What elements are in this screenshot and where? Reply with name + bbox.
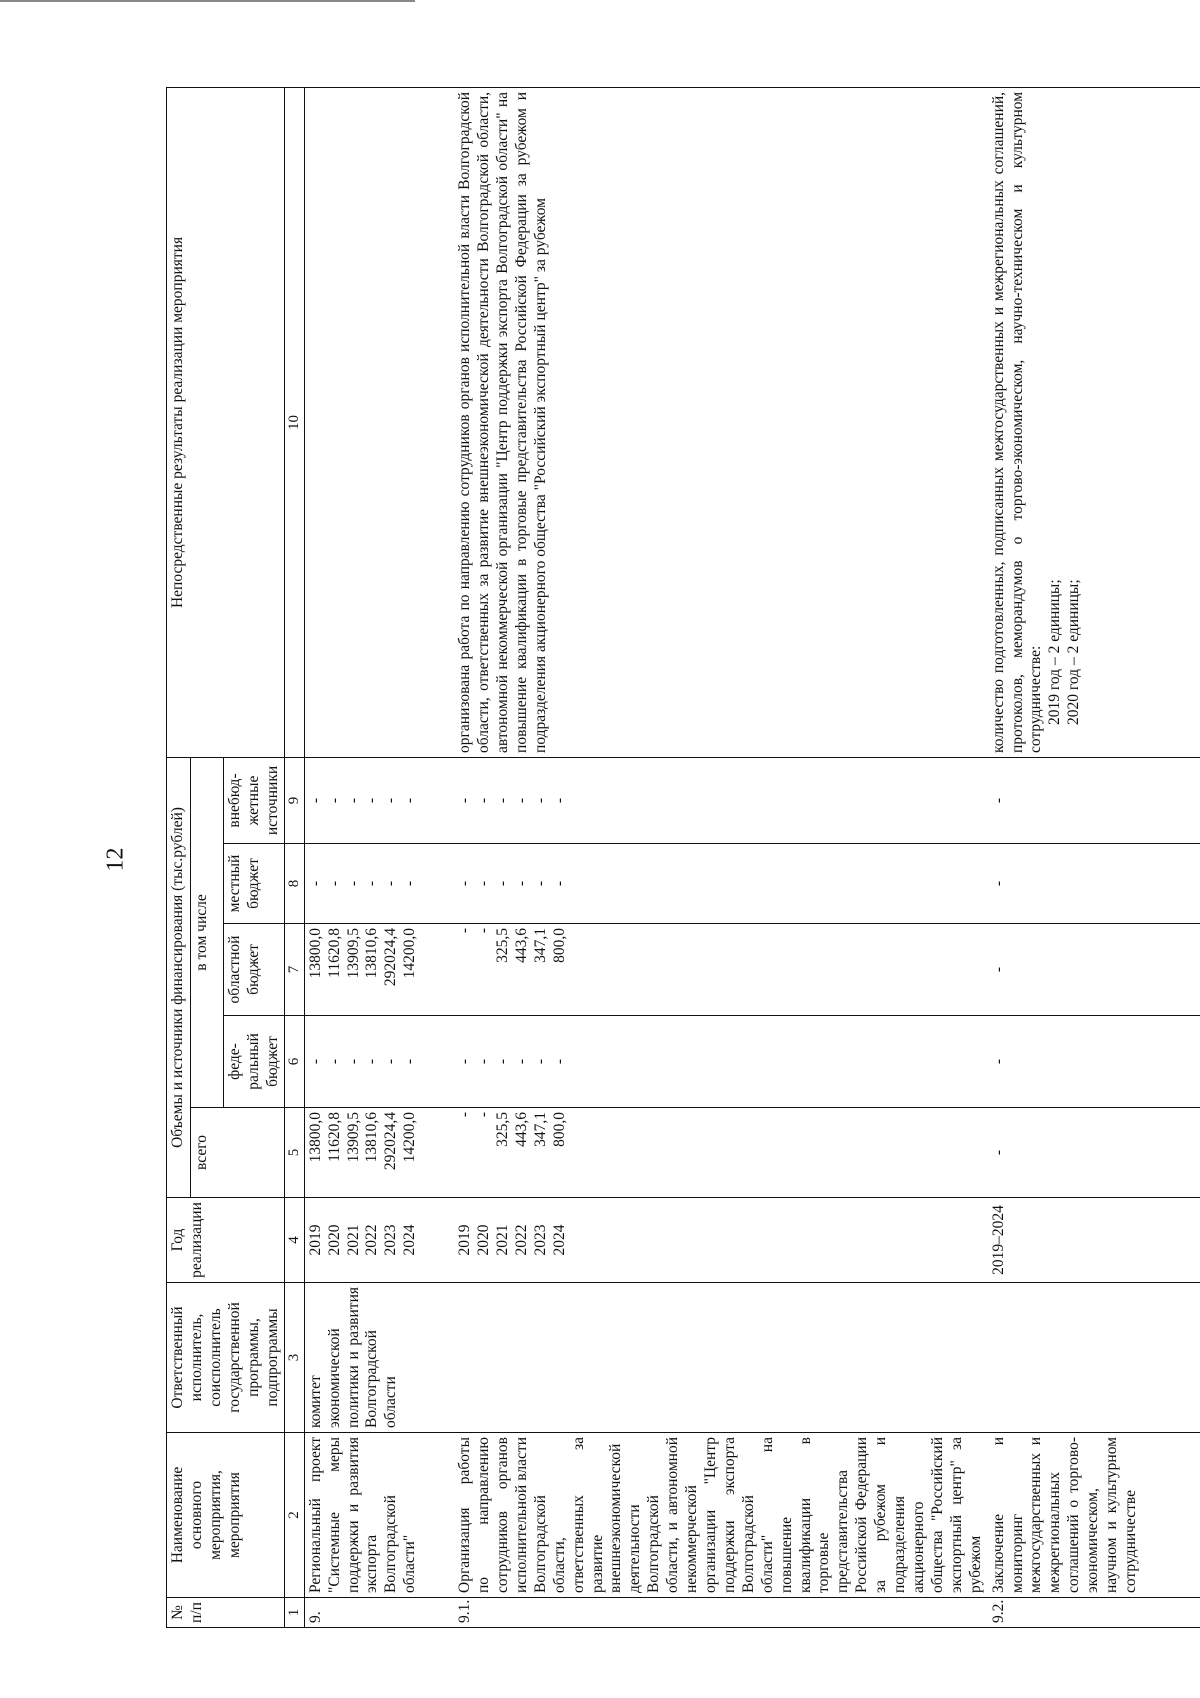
- col-header-name: Наименование основного мероприятия, мероприятия: [167, 1433, 285, 1598]
- row-years: 2019 2020 2021 2022 2023 2024: [304, 1198, 454, 1283]
- col-num-10: 10: [285, 87, 304, 757]
- col-num-7: 7: [285, 924, 304, 1016]
- col-num-4: 4: [285, 1198, 304, 1283]
- col-header-including: в том числе: [190, 757, 223, 1107]
- row-results: [988, 87, 1200, 757]
- row-regional: - - 325,5 443,6 347,1 800,0: [454, 924, 987, 1016]
- rotated-table-container: [166, 88, 1139, 1628]
- row-total: 13800,0 11620,8 13909,5 13810,6 292024,4 14200,0: [304, 1108, 454, 1198]
- row-results: организована работа по направлению сотрудников органов исполнительной власти Волгоградской области, ответственных за развитие внешнеэкономической деятельности Волгоградской области, автономной некоммерческой организации "Центр поддержки экспорта Волгоградской области" на повышение квалификации в торговые представительства Российской Федерации за рубежом и подразделения акционерного общества "Российский экспортный центр" за рубежом: [454, 87, 987, 757]
- row-extrabudget: -: [988, 757, 1200, 843]
- scan-edge-line: [0, 0, 415, 2]
- row-name: Заключение и мониторинг межгосударственных и межрегиональных соглашений о торгово-экономическом, научном и культурном сотрудничестве: [988, 1433, 1200, 1598]
- col-header-local: местный бюджет: [223, 844, 285, 924]
- col-header-year: Год реализации: [167, 1198, 285, 1283]
- table-row: [304, 87, 454, 1627]
- col-num-6: 6: [285, 1016, 304, 1108]
- row-results-text: количество подготовленных, подписанных межгосударственных и межрегиональных соглашений, протоколов, меморандумов о торгово-экономическом, научно-техническом и культурном сотрудничестве:: [989, 91, 1045, 753]
- col-num-5: 5: [285, 1108, 304, 1198]
- row-regional: -: [988, 924, 1200, 1016]
- column-number-row: [285, 87, 304, 1627]
- row-local: - - - - - -: [304, 844, 454, 924]
- row-regional: 13800,0 11620,8 13909,5 13810,6 292024,4 14200,0: [304, 924, 454, 1016]
- row-extrabudget: - - - - - -: [304, 757, 454, 843]
- col-num-9: 9: [285, 757, 304, 843]
- col-header-funding: Объемы и источники финансирования (тыс.рублей): [167, 757, 191, 1197]
- program-activities-table: [166, 87, 1200, 1628]
- col-num-1: 1: [285, 1598, 304, 1628]
- row-number: 9.1.: [454, 1598, 987, 1628]
- row-number: 9.2.: [988, 1598, 1200, 1628]
- table-row: [454, 87, 987, 1627]
- row-local: - - - - - -: [454, 844, 987, 924]
- row-federal: - - - - - -: [304, 1016, 454, 1108]
- row-results: [304, 87, 454, 757]
- page-number: 12: [102, 847, 129, 872]
- row-years: 2019–2024: [988, 1198, 1200, 1283]
- row-results-line: 2020 год – 2 единицы;: [1065, 579, 1083, 725]
- row-local: -: [988, 844, 1200, 924]
- col-header-executor: Ответственный исполнитель, соисполнитель государственной программы, подпрограммы: [167, 1283, 285, 1433]
- col-num-2: 2: [285, 1433, 304, 1598]
- col-num-3: 3: [285, 1283, 304, 1433]
- row-federal: - - - - - -: [454, 1016, 987, 1108]
- col-header-number: № п/п: [167, 1598, 285, 1628]
- row-total: -: [988, 1108, 1200, 1198]
- row-total: - - 325,5 443,6 347,1 800,0: [454, 1108, 987, 1198]
- row-years: 2019 2020 2021 2022 2023 2024: [454, 1198, 987, 1283]
- col-header-total: всего: [190, 1108, 285, 1198]
- row-number: 9.: [304, 1598, 454, 1628]
- row-executor: комитет экономической политики и развития Волгоградской области: [304, 1283, 454, 1433]
- row-executor: [454, 1283, 987, 1433]
- table-row: [988, 87, 1200, 1627]
- col-header-results: Непосредственные результаты реализации мероприятия: [167, 87, 285, 757]
- row-results-line: 2019 год – 2 единицы;: [1046, 579, 1064, 725]
- col-num-8: 8: [285, 844, 304, 924]
- row-extrabudget: - - - - - -: [454, 757, 987, 843]
- row-name: Региональный проект "Системные меры поддержки и развития экспорта Волгоградской области": [304, 1433, 454, 1598]
- row-federal: -: [988, 1016, 1200, 1108]
- header-row-1: [167, 87, 191, 1627]
- col-header-federal: феде-ральный бюджет: [223, 1016, 285, 1108]
- row-name: Организация работы по направлению сотрудников органов исполнительной власти Волгоградской области, ответственных за развитие внешнеэкономической деятельности Волгоградской области, и автономной некоммерческой организации "Центр поддержки экспорта Волгоградской области" на повышение квалификации в торговые представительства Российской Федерации за рубежом и подразделения акционерного общества "Российский экспортный центр" за рубежом: [454, 1433, 987, 1598]
- row-executor: [988, 1283, 1200, 1433]
- col-header-extrabudget: внебюд-жетные источники: [223, 757, 285, 843]
- col-header-regional: областной бюджет: [223, 924, 285, 1016]
